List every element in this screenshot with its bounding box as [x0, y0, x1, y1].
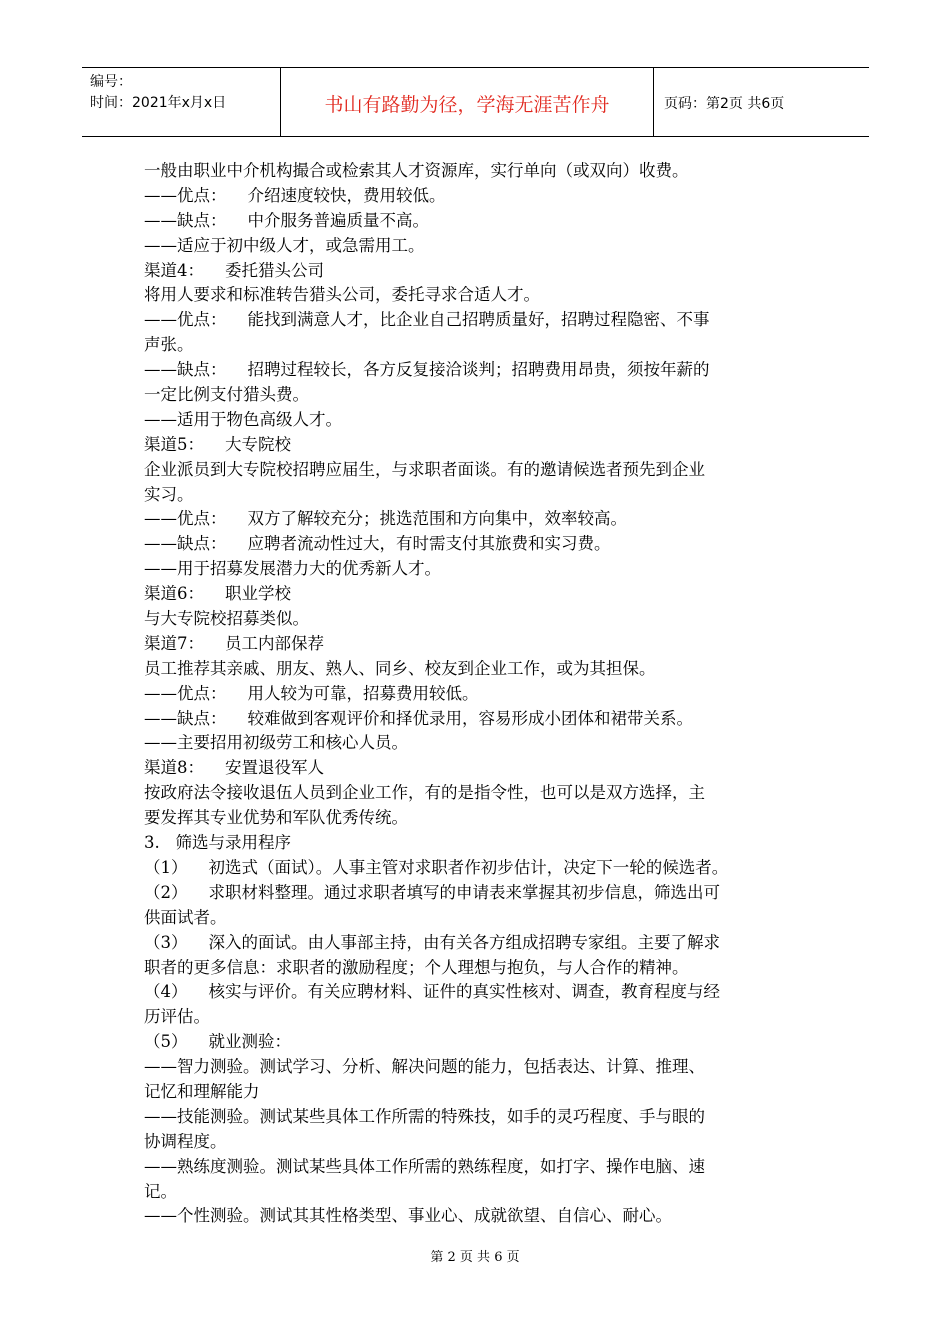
text-line: （5） 就业测验： — [144, 1032, 291, 1052]
text-line: ——优点： 双方了解较充分；挑选范围和方向集中，效率较高。 — [144, 509, 627, 529]
text-line: ——缺点： 应聘者流动性过大，有时需支付其旅费和实习费。 — [144, 534, 611, 554]
text-line: 一般由职业中介机构撮合或检索其人才资源库，实行单向（或双向）收费。 — [144, 161, 689, 180]
text-line: ——主要招用初级劳工和核心人员。 — [144, 733, 408, 753]
text-line: ——熟练度测验。测试某些具体工作所需的熟练程度，如打字、操作电脑、速 — [144, 1156, 705, 1176]
text-line: （4） 核实与评价。有关应聘材料、证件的真实性核对、调查，教育程度与经 — [144, 982, 720, 1002]
text-line: 渠道6： 职业学校 — [144, 584, 291, 604]
header-page-info: 页码：第2页 共6页 — [664, 96, 785, 112]
text-line: 声张。 — [144, 335, 194, 355]
text-line: （1） 初选式（面试）。人事主管对求职者作初步估计，决定下一轮的候选者。 — [144, 857, 729, 877]
text-line: 渠道4： 委托猎头公司 — [144, 260, 324, 280]
text-line: 历评估。 — [144, 1007, 210, 1027]
text-line: ——优点： 用人较为可靠，招募费用较低。 — [144, 683, 479, 703]
text-line: ——优点： 介绍速度较快，费用较低。 — [144, 185, 446, 205]
text-line: （2） 求职材料整理。通过求职者填写的申请表来掌握其初步信息，筛选出可 — [144, 882, 720, 902]
text-line: 协调程度。 — [144, 1131, 227, 1151]
page-footer: 第 2 页 共 6 页 — [430, 1250, 520, 1265]
page-header — [82, 67, 869, 137]
document-date: 时间：2021年x月x日 — [90, 95, 227, 111]
text-line: 将用人要求和标准转告猎头公司，委托寻求合适人才。 — [144, 285, 540, 305]
text-line: 记忆和理解能力 — [144, 1081, 260, 1101]
text-line: ——缺点： 中介服务普遍质量不高。 — [144, 210, 429, 230]
text-line: 渠道8： 安置退役军人 — [144, 758, 324, 778]
text-line: 企业派员到大专院校招聘应届生，与求职者面谈。有的邀请候选者预先到企业 — [144, 459, 705, 479]
text-line: 3. 筛选与录用程序 — [144, 833, 291, 853]
text-line: 按政府法令接收退伍人员到企业工作，有的是指令性，也可以是双方选择，主 — [144, 783, 705, 803]
document-body — [144, 159, 814, 1229]
text-line: ——优点： 能找到满意人才，比企业自己招聘质量好，招聘过程隐密、不事 — [144, 310, 710, 330]
text-line: 渠道7： 员工内部保荐 — [144, 633, 324, 653]
text-line: 与大专院校招募类似。 — [144, 609, 309, 629]
text-line: 要发挥其专业优势和军队优秀传统。 — [144, 808, 408, 828]
header-motto: 书山有路勤为径，学海无涯苦作舟 — [324, 94, 610, 116]
text-line: 供面试者。 — [144, 907, 227, 927]
text-line: 职者的更多信息：求职者的激励程度；个人理想与抱负，与人合作的精神。 — [144, 957, 689, 977]
text-line: ——智力测验。测试学习、分析、解决问题的能力，包括表达、计算、推理、 — [144, 1057, 705, 1077]
header-divider — [653, 68, 654, 136]
text-line: （3） 深入的面试。由人事部主持，由有关各方组成招聘专家组。主要了解求 — [144, 932, 720, 952]
document-number-label: 编号： — [90, 74, 132, 90]
text-line: ——缺点： 较难做到客观评价和择优录用，容易形成小团体和裙带关系。 — [144, 708, 693, 728]
text-line: ——缺点： 招聘过程较长，各方反复接洽谈判；招聘费用昂贵，须按年薪的 — [144, 360, 710, 380]
text-line: 记。 — [144, 1181, 177, 1201]
text-line: 员工推荐其亲戚、朋友、熟人、同乡、校友到企业工作，或为其担保。 — [144, 658, 656, 678]
text-line: ——适用于物色高级人才。 — [144, 409, 342, 429]
text-line: 一定比例支付猎头费。 — [144, 385, 309, 405]
text-line: 渠道5： 大专院校 — [144, 434, 291, 454]
text-line: ——适应于初中级人才，或急需用工。 — [144, 235, 425, 255]
header-left-cell — [90, 72, 226, 114]
text-line: ——技能测验。测试某些具体工作所需的特殊技，如手的灵巧程度、手与眼的 — [144, 1106, 705, 1126]
text-line: ——用于招募发展潜力大的优秀新人才。 — [144, 559, 441, 579]
text-line: ——个性测验。测试其其性格类型、事业心、成就欲望、自信心、耐心。 — [144, 1206, 672, 1226]
text-line: 实习。 — [144, 484, 194, 504]
